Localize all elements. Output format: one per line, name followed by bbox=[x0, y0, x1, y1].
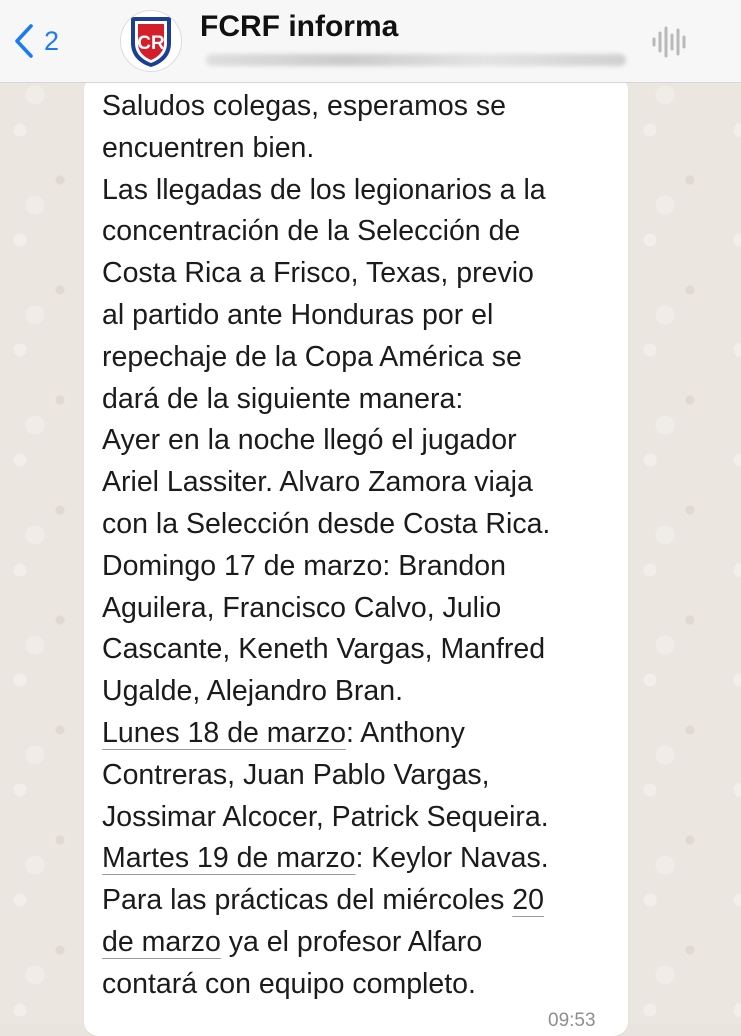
fcrf-crest-logo bbox=[125, 13, 177, 69]
message-text-segment: con la Selección desde Costa Rica. bbox=[102, 507, 551, 540]
message-line bbox=[102, 128, 622, 170]
message-text bbox=[102, 86, 622, 1006]
message-timestamp: 09:53 bbox=[548, 1010, 596, 1031]
date-link[interactable]: Lunes 18 de marzo bbox=[102, 716, 346, 749]
message-line bbox=[102, 379, 622, 421]
chat-header bbox=[0, 0, 741, 83]
message-text-segment: Domingo 17 de marzo: Brandon bbox=[102, 549, 506, 582]
message-line bbox=[102, 546, 622, 588]
avatar[interactable] bbox=[120, 10, 182, 72]
message-line bbox=[102, 713, 622, 755]
date-link[interactable]: 20 bbox=[512, 884, 544, 917]
message-line bbox=[102, 588, 622, 630]
message-text-segment: Saludos colegas, esperamos se bbox=[102, 90, 506, 122]
chat-subtitle-blurred bbox=[206, 54, 626, 66]
message-text-segment: Aguilera, Francisco Calvo, Julio bbox=[102, 591, 502, 624]
message-line bbox=[102, 671, 622, 713]
message-line bbox=[102, 880, 622, 922]
message-text-segment: Ugalde, Alejandro Bran. bbox=[102, 675, 404, 708]
message-line bbox=[102, 629, 622, 671]
message-text-segment: : Keylor Navas. bbox=[355, 842, 549, 875]
message-text-segment: Las llegadas de los legionarios a la bbox=[102, 173, 546, 206]
message-line bbox=[102, 253, 622, 295]
message-text-segment: contará con equipo completo. bbox=[102, 967, 476, 1000]
message-text-segment: concentración de la Selección de bbox=[102, 215, 521, 248]
chevron-left-icon bbox=[14, 24, 34, 58]
message-text-segment: Ariel Lassiter. Alvaro Zamora viaja bbox=[102, 466, 533, 499]
message-line bbox=[102, 86, 622, 128]
message-text-segment: Costa Rica a Frisco, Texas, previo bbox=[102, 257, 534, 290]
message-line bbox=[102, 964, 622, 1006]
message-text-segment: : Anthony bbox=[346, 716, 465, 749]
message-text-segment: Cascante, Keneth Vargas, Manfred bbox=[102, 633, 546, 666]
svg-text:CR: CR bbox=[137, 33, 165, 54]
unread-count: 2 bbox=[44, 25, 60, 56]
audio-waveform-icon[interactable] bbox=[650, 22, 690, 62]
message-text-segment: al partido ante Honduras por el bbox=[102, 298, 494, 331]
date-link[interactable]: Martes 19 de marzo bbox=[102, 842, 356, 875]
message-line bbox=[102, 797, 622, 839]
message-text-segment: Contreras, Juan Pablo Vargas, bbox=[102, 758, 490, 791]
message-line bbox=[102, 211, 622, 253]
message-line bbox=[102, 462, 622, 504]
message-text-segment: Ayer en la noche llegó el jugador bbox=[102, 424, 517, 457]
message-line bbox=[102, 170, 622, 212]
message-line bbox=[102, 922, 622, 964]
message-text-segment: Jossimar Alcocer, Patrick Sequeira. bbox=[102, 800, 549, 833]
message-line bbox=[102, 838, 622, 880]
chat-title[interactable]: FCRF informa bbox=[200, 10, 399, 43]
back-button[interactable] bbox=[14, 18, 59, 64]
message-text-segment: repechaje de la Copa América se bbox=[102, 340, 522, 373]
message-text-segment: encuentren bien. bbox=[102, 131, 315, 164]
message-text-segment: ya el profesor Alfaro bbox=[220, 925, 483, 958]
message-line bbox=[102, 504, 622, 546]
message-line bbox=[102, 420, 622, 462]
message-line bbox=[102, 337, 622, 379]
message-text-segment: Para las prácticas del miércoles bbox=[102, 884, 513, 917]
date-link[interactable]: de marzo bbox=[102, 925, 221, 958]
message-text-segment: dará de la siguiente manera: bbox=[102, 382, 464, 415]
message-line bbox=[102, 295, 622, 337]
message-line bbox=[102, 755, 622, 797]
